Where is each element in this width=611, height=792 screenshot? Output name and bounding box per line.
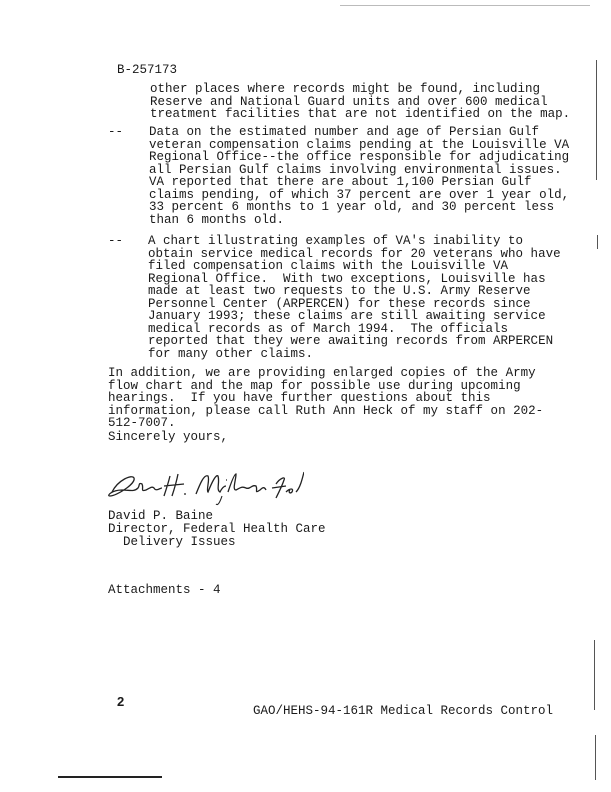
- text-line: for many other claims.: [148, 346, 314, 361]
- scan-margin-mark: [594, 640, 595, 710]
- text-line: In addition, we are providing enlarged copies of the Army: [108, 366, 536, 380]
- salutation: Sincerely yours,: [108, 430, 229, 444]
- text-line: Data on the estimated number and age of Persian Gulf: [149, 125, 540, 139]
- text-line: 512-7007.: [108, 416, 176, 430]
- text-line: made at least two requests to the U.S. Army Reserve: [148, 284, 531, 298]
- signer-name: David P. Baine: [108, 509, 214, 523]
- signer-title-continued: Delivery Issues: [108, 535, 236, 549]
- text-line: Personnel Center (ARPERCEN) for these records since: [148, 296, 531, 311]
- text-line: obtain service medical records for 20 veterans who have: [148, 246, 561, 261]
- text-line: Reserve and National Guard units and over 600 medical: [150, 94, 548, 109]
- text-line: all Persian Gulf claims involving environmental issues.: [149, 162, 562, 177]
- text-line: hearings. If you have further questions about this: [108, 391, 491, 405]
- text-line: veteran compensation claims pending at the Louisville VA: [149, 137, 570, 152]
- footer-rule: [58, 776, 162, 778]
- bullet-dash: --: [108, 234, 124, 248]
- document-number: B-257173: [117, 63, 178, 77]
- signature: [104, 466, 304, 511]
- text-line: claims pending, of which 37 percent are over 1 year old,: [149, 187, 570, 202]
- text-line: filed compensation claims with the Louisville VA: [148, 259, 509, 273]
- scan-edge-line: [340, 5, 590, 6]
- text-line: information, please call Ruth Ann Heck of my staff on 202-: [108, 403, 544, 418]
- text-line: A chart illustrating examples of VA's inability to: [148, 234, 524, 248]
- text-line: reported that they were awaiting records from ARPERCEN: [148, 334, 554, 348]
- scan-margin-mark: [596, 60, 597, 180]
- text-line: 33 percent 6 months to 1 year old, and 30 percent less: [149, 200, 555, 214]
- report-footer: GAO/HEHS-94-161R Medical Records Control: [253, 704, 554, 718]
- signer-title: Director, Federal Health Care: [108, 522, 326, 536]
- signature-image: [104, 466, 304, 506]
- scan-margin-mark: [597, 235, 598, 249]
- bullet-dash: --: [108, 125, 124, 139]
- text-line: treatment facilities that are not identified on the map.: [150, 107, 571, 121]
- scan-margin-mark: [595, 735, 596, 780]
- attachments-note: Attachments - 4: [108, 583, 221, 597]
- text-line: than 6 months old.: [149, 212, 285, 227]
- text-line: Regional Office. With two exceptions, Louisville has: [148, 271, 546, 286]
- page-number: 2: [117, 694, 125, 709]
- text-line: flow chart and the map for possible use during upcoming: [108, 378, 521, 393]
- text-line: medical records as of March 1994. The officials: [148, 321, 509, 336]
- text-line: VA reported that there are about 1,100 Persian Gulf: [149, 175, 532, 189]
- text-line: other places where records might be found, including: [150, 82, 541, 96]
- text-line: January 1993; these claims are still awaiting service: [148, 309, 546, 323]
- text-line: Regional Office--the office responsible for adjudicating: [149, 150, 570, 164]
